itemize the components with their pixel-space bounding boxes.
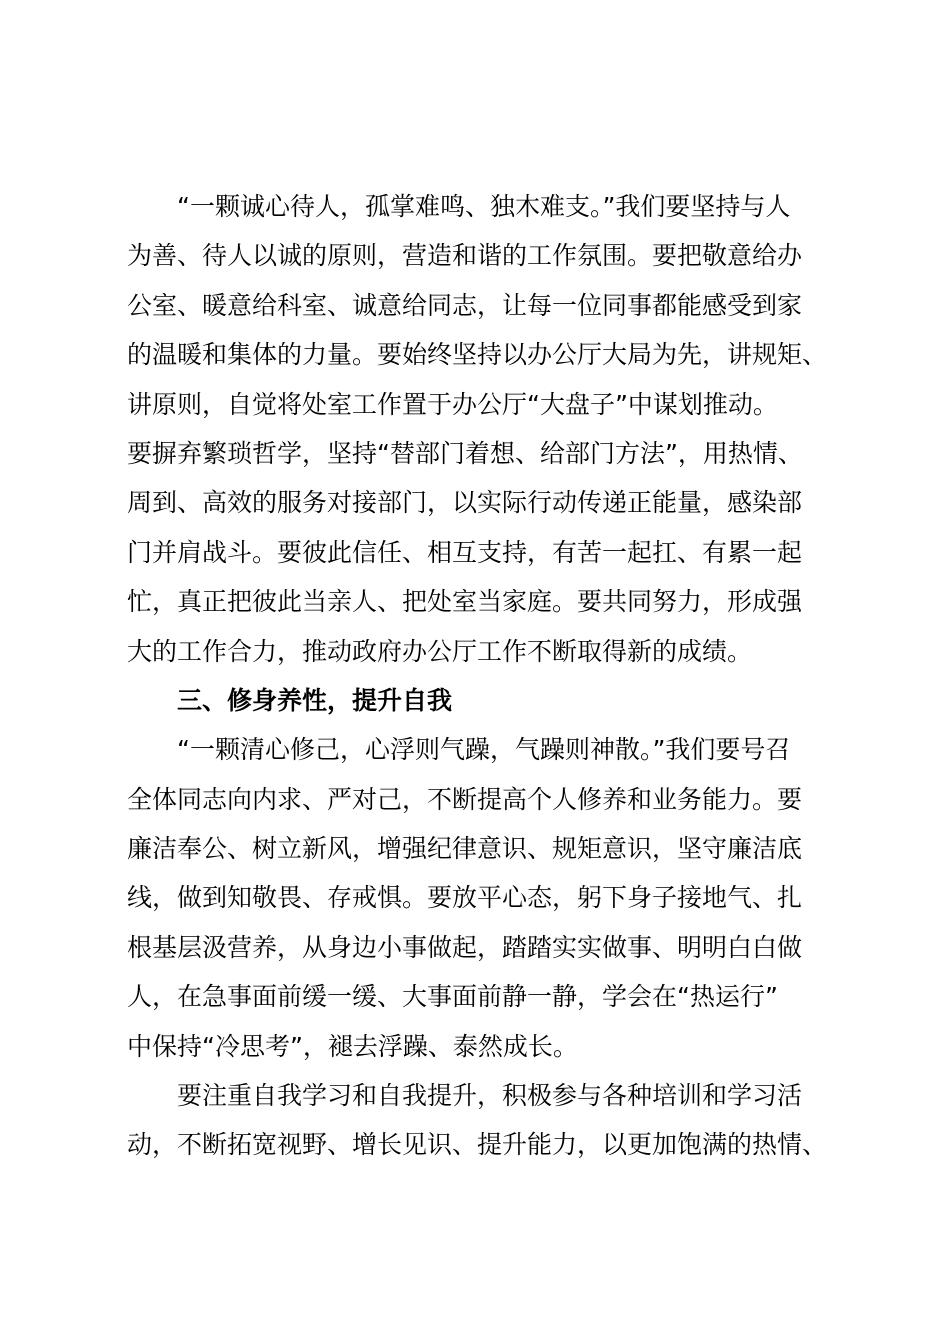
paragraph-line: 的温暖和集体的力量。要始终坚持以办公厅大局为先，讲规矩、 xyxy=(127,340,828,370)
paragraph-line: 为善、待人以诚的原则，营造和谐的工作氛围。要把敬意给办 xyxy=(127,241,803,271)
paragraph-line: 全体同志向内求、严对己，不断提高个人修养和业务能力。要 xyxy=(127,784,803,814)
paragraph-line: 廉洁奉公、树立新风，增强纪律意识、规矩意识，坚守廉洁底 xyxy=(127,834,803,864)
paragraph-line: 讲原则，自觉将处室工作置于办公厅“大盘子”中谋划推动。 xyxy=(127,389,778,419)
paragraph-line: 要摒弃繁琐哲学，坚持“替部门着想、给部门方法”，用热情、 xyxy=(127,438,803,468)
body-text xyxy=(127,182,827,1170)
paragraph-line: 线，做到知敬畏、存戒惧。要放平心态，躬下身子接地气、扎 xyxy=(127,883,803,913)
paragraph-line: 中保持“冷思考”，褪去浮躁、泰然成长。 xyxy=(127,1031,578,1061)
paragraph-line: 门并肩战斗。要彼此信任、相互支持，有苦一起扛、有累一起 xyxy=(127,537,803,567)
paragraph-line: 根基层汲营养，从身边小事做起，踏踏实实做事、明明白白做 xyxy=(127,932,803,962)
paragraph-line: 大的工作合力，推动政府办公厅工作不断取得新的成绩。 xyxy=(127,636,753,666)
section-heading: 三、修身养性，提升自我 xyxy=(177,685,453,715)
paragraph-line: 人，在急事面前缓一缓、大事面前静一静，学会在“热运行” xyxy=(127,982,778,1012)
paragraph-line: 忙，真正把彼此当亲人、把处室当家庭。要共同努力，形成强 xyxy=(127,587,803,617)
paragraph-line: 公室、暖意给科室、诚意给同志，让每一位同事都能感受到家 xyxy=(127,290,803,320)
paragraph-line: “一颗清心修己，心浮则气躁，气躁则神散。”我们要号召 xyxy=(177,735,791,765)
paragraph-line: 周到、高效的服务对接部门，以实际行动传递正能量，感染部 xyxy=(127,488,803,518)
paragraph-line: 要注重自我学习和自我提升，积极参与各种培训和学习活 xyxy=(177,1081,803,1111)
paragraph-line: “一颗诚心待人，孤掌难鸣、独木难支。”我们要坚持与人 xyxy=(177,192,791,221)
paragraph-line: 动，不断拓宽视野、增长见识、提升能力，以更加饱满的热情、 xyxy=(127,1130,828,1160)
